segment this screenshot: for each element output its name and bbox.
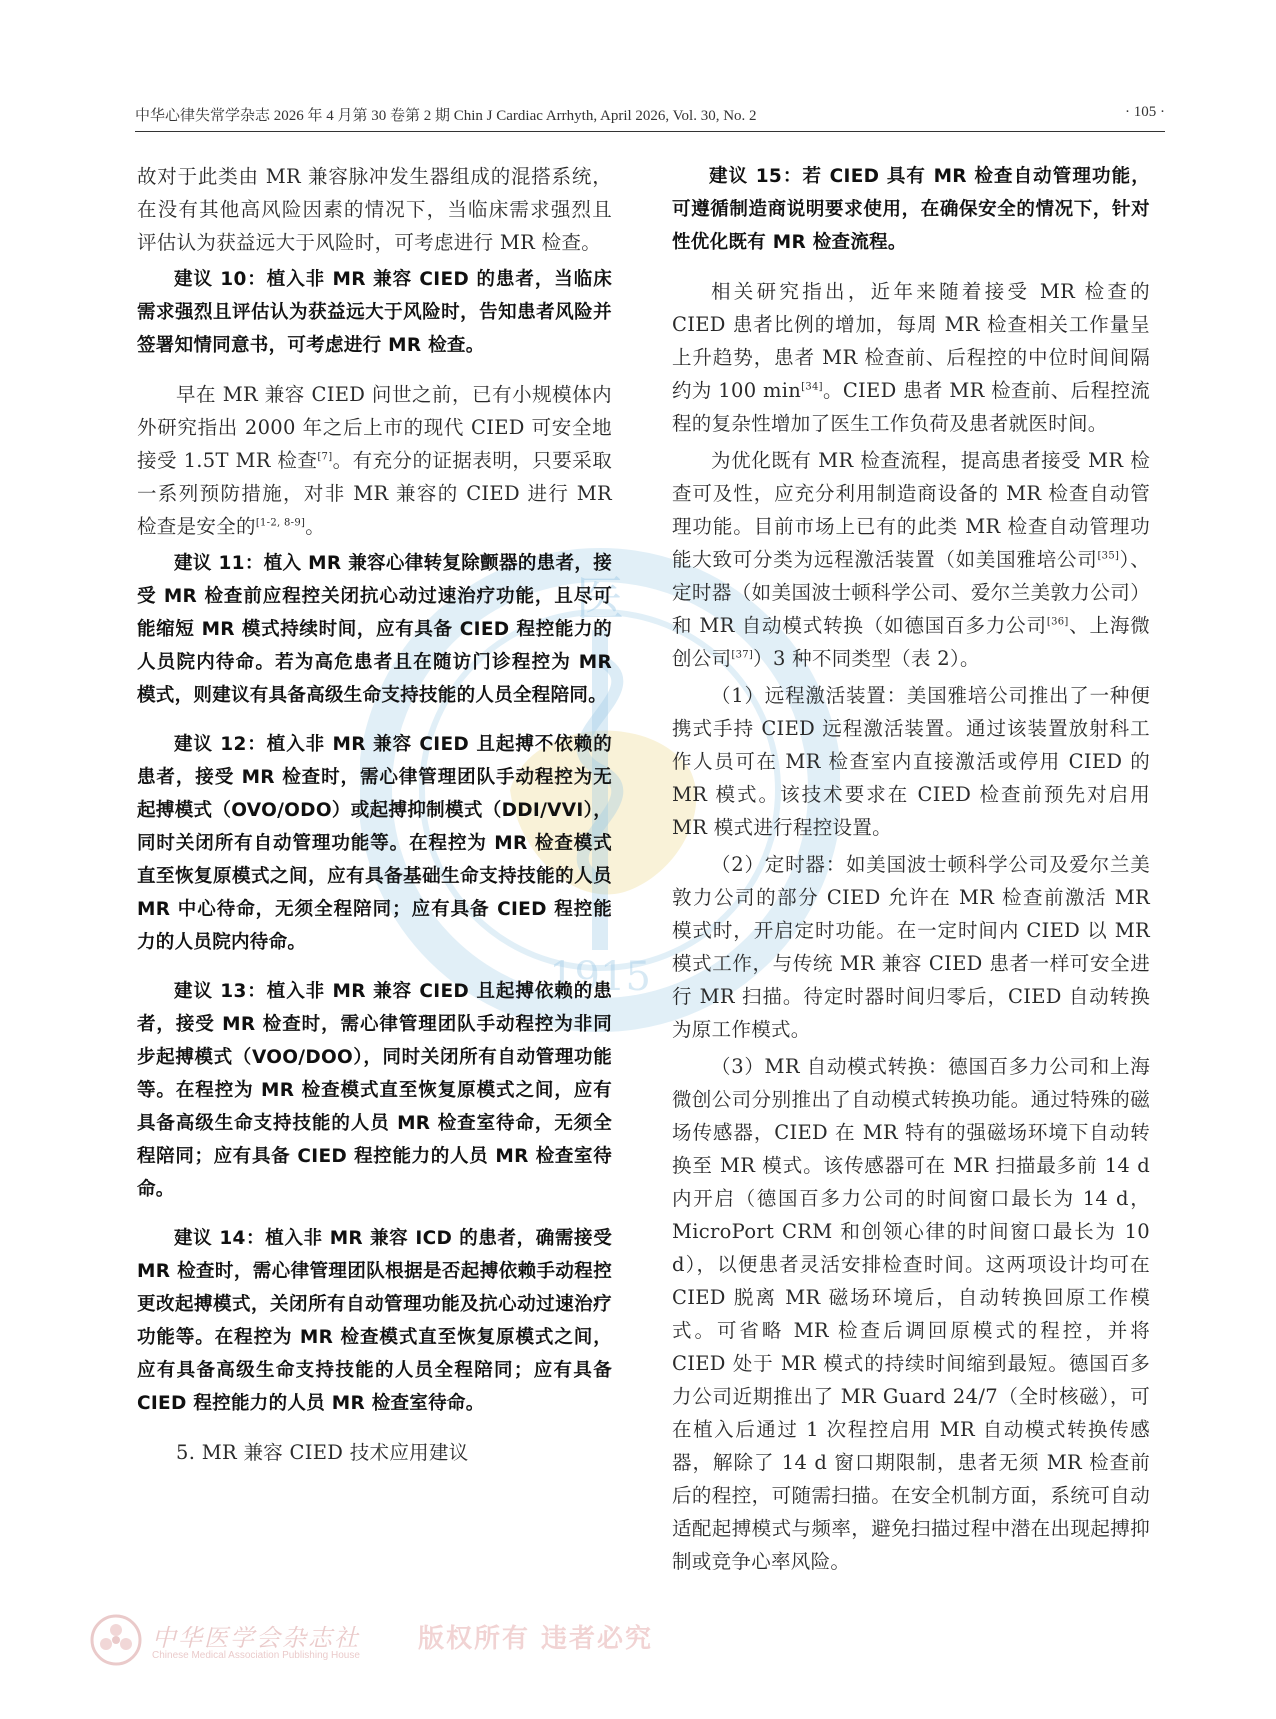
header-rule [135,131,1165,132]
section-heading-5: 5. MR 兼容 CIED 技术应用建议 [176,1441,469,1464]
paragraph-workload-text-b: 。CIED 患者 MR 检查前、后程控流程的复杂性增加了医生工作负荷及患者就医时间。 [672,379,1150,435]
citation-7: [7] [317,451,333,463]
citation-35: [35] [1097,550,1120,562]
citation-1-2-8-9: [1-2, 8-9] [255,517,306,529]
recommendation-10: 建议 10：植入非 MR 兼容 CIED 的患者，当临床需求强烈且评估认为获益远大于风险时，告知患者风险并签署知情同意书，可考虑进行 MR 检查。 [137,269,612,356]
recommendation-15: 建议 15：若 CIED 具有 MR 检查自动管理功能，可遵循制造商说明要求使用，在确保安全的情况下，针对性优化既有 MR 检查流程。 [672,166,1150,253]
item-auto-mode-switch: （3）MR 自动模式转换：德国百多力公司和上海微创公司分别推出了自动模式转换功能。通过特殊的磁场传感器，CIED 在 MR 特有的强磁场环境下自动转换至 MR 模式。该传感器可在 MR 扫描最多前 14 d 内开启（德国百多力公司的时间窗口最长为 14 d，MicroPort CRM 和创领心律的时间窗口最长为 10 d），以便患者灵活安排检查时间。这两项设计均可在 CIED 脱离 MR 磁场环境后，自动转换回原工作模式。可省略 MR 检查后调回原模式的程控，并将 CIED 处于 MR 模式的持续时间缩到最短。德国百多力公司近期推出了 MR Guard 24/7（全时核磁），可在植入后通过 1 次程控启用 MR 自动模式转换传感器，解除了 14 d 窗口期限制，患者无须 MR 检查前后的程控，可随需扫描。在安全机制方面，系统可自动适配起搏模式与频率，避免扫描过程中潜在出现起搏抑制或竞争心率风险。 [672,1055,1150,1573]
paragraph-evidence-text-a: 早在 MR 兼容 CIED 问世之前，已有小规模体内外研究指出 2000 年之后上市的现代 CIED 可安全地接受 1.5T MR 检查 [137,383,612,472]
publisher-name-en: Chinese Medical Association Publishing House [152,1650,360,1661]
paragraph-optimize-text-b: ）、定时器（如美国波士顿科学公司、爱尔兰美敦力公司）和 MR 自动模式转换（如德国百多力公司 [672,548,1150,637]
citation-37: [37] [731,649,754,661]
citation-36: [36] [1046,616,1069,628]
paragraph-optimize-text-d: ）3 种不同类型（表 2）。 [753,647,980,670]
publisher-footer [88,1612,654,1672]
paragraph-evidence-text-b: 。有充分的证据表明，只要采取一系列预防措施，对非 MR 兼容的 CIED 进行 MR 检查是安全的 [137,449,613,538]
paragraph-workload-text-a: 相关研究指出，近年来随着接受 MR 检查的 CIED 患者比例的增加，每周 MR 检查相关工作量呈上升趋势，患者 MR 检查前、后程控的中位时间间隔约为 100 min [672,280,1150,402]
journal-citation: 中华心律失常学杂志 2026 年 4 月第 30 卷第 2 期 Chin J Cardiac Arrhyth, April 2026, Vol. 30, No. 2 [135,108,757,124]
recommendation-11: 建议 11：植入 MR 兼容心律转复除颤器的患者，接受 MR 检查前应程控关闭抗心动过速治疗功能，且尽可能缩短 MR 模式持续时间，应有具备 CIED 程控能力的人员院内待命。若为高危患者且在随访门诊程控为 MR 模式，则建议有具备高级生命支持技能的人员全程陪同。 [137,553,612,706]
left-column [137,160,612,1469]
paragraph-workload [672,275,1150,440]
watermark-year: 1915 [549,954,651,1000]
paragraph-optimize [672,444,1150,675]
recommendation-12: 建议 12：植入非 MR 兼容 CIED 且起搏不依赖的患者，接受 MR 检查时，需心律管理团队手动程控为无起搏模式（OVO/ODO）或起搏抑制模式（DDI/VVI），同时关闭所有自动管理功能等。在程控为 MR 检查模式直至恢复原模式之间，应有具备基础生命支持技能的人员 MR 中心待命，无须全程陪同；应有具备 CIED 程控能力的人员院内待命。 [137,734,612,953]
item-remote-activation: （1）远程激活装置：美国雅培公司推出了一种便携式手持 CIED 远程激活装置。通过该装置放射科工作人员可在 MR 检查室内直接激活或停用 CIED 的 MR 模式。该技术要求在 CIED 检查前预先对启用 MR 模式进行程控设置。 [672,684,1150,839]
right-column [672,160,1150,1578]
recommendation-14: 建议 14：植入非 MR 兼容 ICD 的患者，确需接受 MR 检查时，需心律管理团队根据是否起搏依赖手动程控更改起搏模式，关闭所有自动管理功能及抗心动过速治疗功能等。在程控为 MR 检查模式直至恢复原模式之间，应有具备高级生命支持技能的人员全程陪同；应有具备 CIED 程控能力的人员 MR 检查室待命。 [137,1228,612,1414]
paragraph-evidence [137,378,612,543]
item-timer: （2）定时器：如美国波士顿科学公司及爱尔兰美敦力公司的部分 CIED 允许在 MR 检查前激活 MR 模式时，开启定时功能。在一定时间内 CIED 以 MR 模式工作，与传统 MR 兼容 CIED 患者一样可安全进行 MR 扫描。待定时器时间归零后，CIED 自动转换为原工作模式。 [672,853,1150,1041]
publisher-seal-icon [88,1612,144,1668]
publisher-name: 中华医学会杂志社 [152,1624,360,1652]
copyright-notice: 版权所有 违者必究 [418,1624,654,1654]
watermark-char: 医 [575,571,625,627]
paragraph-evidence-text-c: 。 [305,515,325,538]
recommendation-13: 建议 13：植入非 MR 兼容 CIED 且起搏依赖的患者，接受 MR 检查时，需心律管理团队手动程控为非同步起搏模式（VOO/DOO），同时关闭所有自动管理功能等。在程控为 MR 检查模式直至恢复原模式之间，应有具备高级生命支持技能的人员 MR 检查室待命，无须全程陪同；应有具备 CIED 程控能力的人员 MR 检查室待命。 [137,981,612,1200]
page-number: · 105 · [1125,104,1165,120]
citation-34: [34] [801,381,823,393]
paragraph-optimize-text-c: 、上海微创公司 [672,614,1151,670]
paragraph-mixed-system: 故对于此类由 MR 兼容脉冲发生器组成的混搭系统，在没有其他高风险因素的情况下，当临床需求强烈且评估认为获益远大于风险时，可考虑进行 MR 检查。 [137,165,612,254]
paragraph-optimize-text-a: 为优化既有 MR 检查流程，提高患者接受 MR 检查可及性，应充分利用制造商设备的 MR 检查自动管理功能。目前市场上已有的此类 MR 检查自动管理功能大致可分类为远程激活装置（如美国雅培公司 [672,449,1150,571]
